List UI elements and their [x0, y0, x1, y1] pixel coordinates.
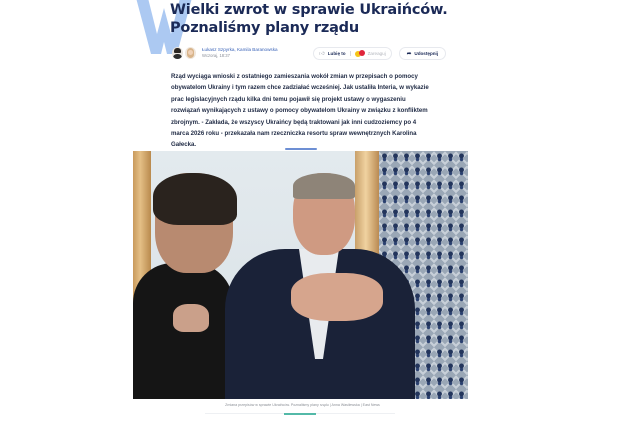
author-avatar[interactable]: [172, 47, 183, 59]
article-lead: Rząd wyciąga wnioski z ostatniego zamieszania wokół zmian w przepisach o pomocy obywatelom Ukrainy i tym razem chce zadziałać wcześniej. Jak ustaliła Interia, w wykazie prac legislacyjnych rządu kilka dni temu pojawił się projekt ustawy o wygaszeniu rozwiązań wynikających z ustawy o pomocy obywatelom Ukrainy w związku z konfliktem zbrojnym. - Zakłada, że wszyscy Ukraińcy będą traktowani jak inni cudzoziemcy po 4 marca 2026 roku - przekazała nam rzeczniczka resortu spraw wewnętrznych Karolina Gałecka.: [171, 73, 429, 149]
reactions-bar: [313, 47, 392, 60]
author-names-link[interactable]: Łukasz Szpyrka, Kamila Baranowska: [202, 47, 278, 52]
author-avatar[interactable]: [185, 47, 196, 59]
reaction-emoji-icon[interactable]: [355, 50, 365, 57]
author-info: [202, 47, 278, 59]
like-button[interactable]: Lubię to: [327, 51, 346, 56]
publish-date: Wczoraj, 18:37: [202, 53, 230, 58]
photo-caption: Zmiana przepisów w sprawie Ukraińców. Poznaliśmy plany rządu | Anna Wasilewska | East News: [225, 403, 380, 407]
share-arrow-icon: ➦: [406, 50, 412, 57]
thumbs-up-icon[interactable]: 👍︎: [319, 50, 325, 57]
article-title: Wielki zwrot w sprawie Ukraińców. Poznaliśmy plany rządu: [170, 2, 448, 36]
caption-accent-divider: [284, 413, 316, 415]
article-actions: [313, 47, 446, 60]
byline: [172, 47, 278, 59]
react-button[interactable]: Zareaguj: [367, 51, 386, 56]
section-divider: [285, 148, 317, 150]
separator: [350, 51, 351, 56]
share-label: Udostępnij: [414, 51, 439, 56]
share-button[interactable]: [399, 47, 446, 60]
article-photo[interactable]: [133, 151, 468, 399]
